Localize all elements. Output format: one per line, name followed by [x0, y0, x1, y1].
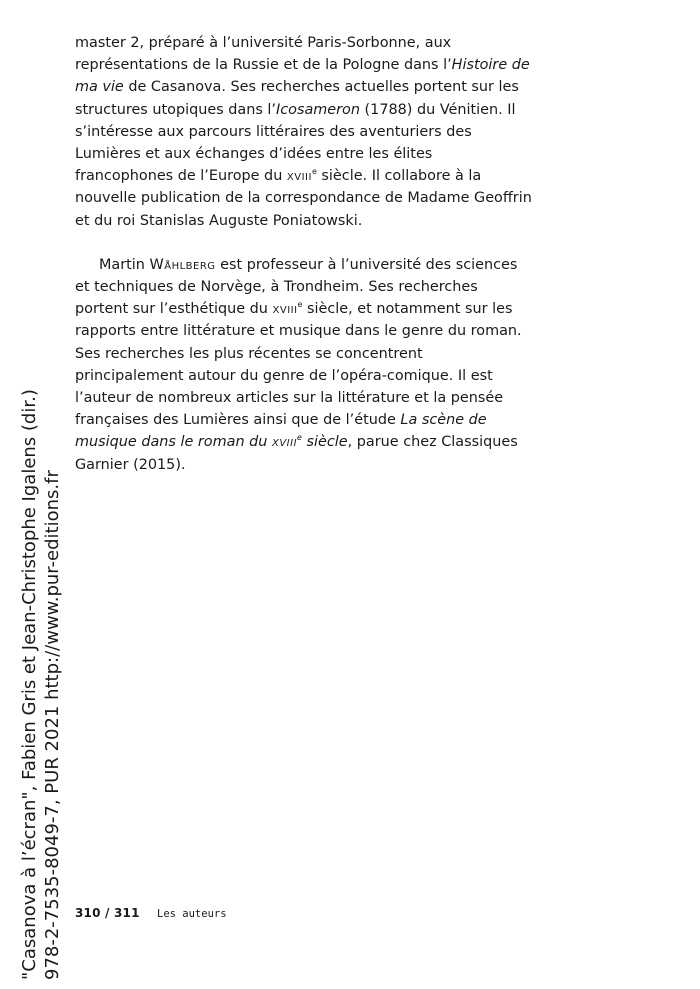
text-run: (1788) du Vénitien. Il s’intéresse aux parcours littéraires des aventuriers des Lumières et aux échanges d’idées entre les élites francophones de l’Europe du	[75, 101, 516, 185]
text-run: siècle. Il collabore à la nouvelle publication de la correspondance de Madame Geoffrin et du roi Stanislas Auguste Poniatowski.	[75, 168, 532, 229]
side-citation	[18, 389, 64, 980]
superscript: e	[311, 167, 317, 177]
superscript: e	[297, 433, 302, 443]
running-footer-section: Les auteurs	[157, 908, 227, 920]
work-title: Icosameron	[275, 101, 360, 118]
century-numeral: xviii	[271, 434, 298, 451]
page-number: 310 / 311	[75, 906, 140, 920]
citation-isbn-line: 978-2-7535-8049-7, PUR 2021 http://www.pur-editions.fr	[42, 470, 63, 980]
body-text	[75, 32, 535, 476]
author-bio-paragraph	[75, 254, 535, 476]
citation-title-line: "Casanova à l’écran", Fabien Gris et Jean-Christophe Igalens (dir.)	[19, 389, 40, 980]
author-last-name: Wåhlberg	[149, 256, 216, 273]
century-numeral: xviii	[272, 301, 298, 318]
text-run: , parue chez Classiques Garnier (2015).	[75, 434, 518, 473]
text-run: est professeur à l’université des sciences et techniques de Norvège, à Trondheim. Ses recherches portent sur l’esthétique du	[75, 256, 518, 318]
text-run: La scène de musique dans le roman du	[75, 412, 487, 451]
author-bio-paragraph	[75, 32, 535, 232]
text-run: de Casanova. Ses recherches actuelles portent sur les structures utopiques dans l’	[75, 79, 519, 118]
text-run: siècle	[301, 434, 348, 451]
text-run: master 2, préparé à l’université Paris-Sorbonne, aux représentations de la Russie et de la Pologne dans l’	[75, 35, 452, 74]
work-title: Histoire de ma vie	[75, 57, 530, 96]
author-first-name: Martin	[99, 256, 150, 273]
century-numeral: xviii	[286, 168, 312, 185]
superscript: e	[297, 300, 303, 310]
text-run: siècle, et notamment sur les rapports entre littérature et musique dans le genre du roman. Ses recherches les plus récentes se concentrent principalement autour du genre de l’opéra-comique. Il est l’auteur de nombreux articles sur la littérature et la pensée françaises des Lumières ainsi que de l’étude	[75, 301, 522, 429]
